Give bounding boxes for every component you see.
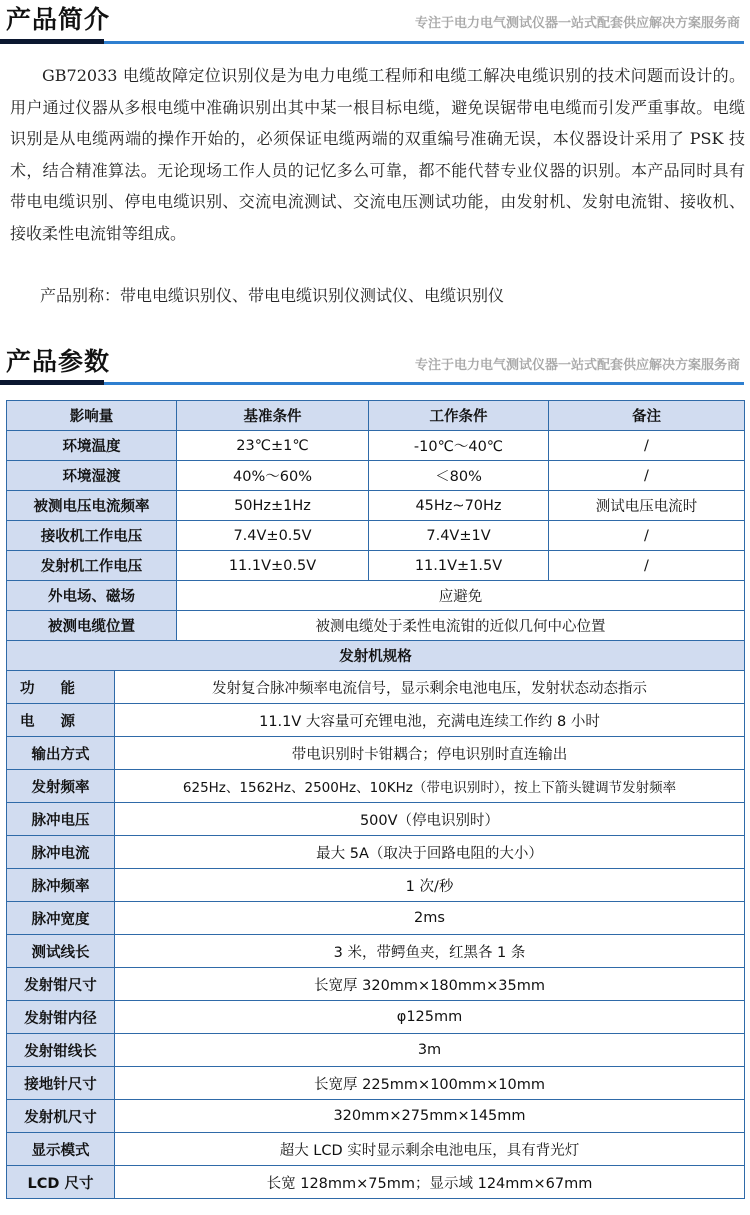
row-label: 环境温度 [7, 431, 177, 461]
row-label: 输出方式 [7, 737, 115, 770]
table-cell: 500V（停电识别时） [115, 803, 745, 836]
row-label: 脉冲电压 [7, 803, 115, 836]
row-label: 测试线长 [7, 935, 115, 968]
spec-table [6, 400, 745, 1199]
table-cell: 11.1V 大容量可充锂电池，充满电连续工作约 8 小时 [115, 704, 745, 737]
table-row [7, 611, 745, 641]
intro-section-slogan: 专注于电力电气测试仪器一站式配套供应解决方案服务商 [414, 16, 740, 31]
row-label: 发射钳尺寸 [7, 968, 115, 1001]
row-label: 外电场、磁场 [7, 581, 177, 611]
params-section-slogan: 专注于电力电气测试仪器一站式配套供应解决方案服务商 [414, 358, 740, 373]
row-label: 发射机工作电压 [7, 551, 177, 581]
table-row [7, 803, 745, 836]
table-cell: 45Hz~70Hz [369, 491, 549, 521]
intro-section-title: 产品简介 [6, 5, 111, 34]
transmitter-spec-title: 发射机规格 [7, 641, 745, 671]
row-label-text: 功能 [20, 680, 101, 697]
table-row [7, 1133, 745, 1166]
row-label: LCD 尺寸 [7, 1166, 115, 1199]
table-row [7, 737, 745, 770]
header-cell: 影响量 [7, 401, 177, 431]
header-cell: 基准条件 [177, 401, 369, 431]
row-label [7, 704, 115, 737]
table-cell: 11.1V±1.5V [369, 551, 549, 581]
table-cell: / [549, 431, 745, 461]
table-row [7, 704, 745, 737]
header-cell: 备注 [549, 401, 745, 431]
table-cell: 11.1V±0.5V [177, 551, 369, 581]
row-label [7, 671, 115, 704]
row-label: 脉冲宽度 [7, 902, 115, 935]
row-label: 显示模式 [7, 1133, 115, 1166]
row-label: 被测电缆位置 [7, 611, 177, 641]
table-cell: 320mm×275mm×145mm [115, 1100, 745, 1133]
table-cell: 3m [115, 1034, 745, 1067]
row-label: 发射频率 [7, 770, 115, 803]
transmitter-title-row [7, 641, 745, 671]
table-row [7, 581, 745, 611]
table-cell: / [549, 461, 745, 491]
table-cell: 2ms [115, 902, 745, 935]
table-row [7, 431, 745, 461]
table-cell: -10℃～40℃ [369, 431, 549, 461]
conditions-header-row [7, 401, 745, 431]
table-cell: 625Hz、1562Hz、2500Hz、10KHz（带电识别时），按上下箭头键调节发射频率 [115, 770, 745, 803]
table-cell: 带电识别时卡钳耦合；停电识别时直连输出 [115, 737, 745, 770]
product-intro [10, 60, 745, 249]
row-label: 接地针尺寸 [7, 1067, 115, 1100]
table-row [7, 1100, 745, 1133]
table-cell: 7.4V±1V [369, 521, 549, 551]
table-row [7, 935, 745, 968]
table-row [7, 1001, 745, 1034]
product-alias: 产品别称：带电电缆识别仪、带电电缆识别仪测试仪、电缆识别仪 [40, 286, 505, 305]
row-label: 脉冲频率 [7, 869, 115, 902]
params-section-header [0, 342, 750, 386]
table-cell: 7.4V±0.5V [177, 521, 369, 551]
table-row [7, 1034, 745, 1067]
table-cell: 长宽厚 225mm×100mm×10mm [115, 1067, 745, 1100]
row-label: 环境湿渡 [7, 461, 177, 491]
table-row [7, 869, 745, 902]
table-row [7, 902, 745, 935]
table-row [7, 968, 745, 1001]
row-label: 接收机工作电压 [7, 521, 177, 551]
table-cell: 被测电缆处于柔性电流钳的近似几何中心位置 [177, 611, 745, 641]
table-row [7, 671, 745, 704]
table-cell: 应避免 [177, 581, 745, 611]
table-cell: 长宽 128mm×75mm；显示域 124mm×67mm [115, 1166, 745, 1199]
table-row [7, 521, 745, 551]
table-cell: 3 米，带鳄鱼夹，红黑各 1 条 [115, 935, 745, 968]
section-divider-dark [0, 380, 104, 385]
table-cell: 测试电压电流时 [549, 491, 745, 521]
row-label: 发射机尺寸 [7, 1100, 115, 1133]
table-row [7, 551, 745, 581]
table-cell: 50Hz±1Hz [177, 491, 369, 521]
section-divider-blue [104, 41, 744, 44]
table-row [7, 770, 745, 803]
row-label: 发射钳线长 [7, 1034, 115, 1067]
table-row [7, 491, 745, 521]
params-section-title: 产品参数 [6, 347, 111, 376]
row-label: 被测电压电流频率 [7, 491, 177, 521]
table-cell: 1 次/秒 [115, 869, 745, 902]
table-cell: 40%～60% [177, 461, 369, 491]
row-label: 发射钳内径 [7, 1001, 115, 1034]
table-cell: 长宽厚 320mm×180mm×35mm [115, 968, 745, 1001]
table-cell: 超大 LCD 实时显示剩余电池电压，具有背光灯 [115, 1133, 745, 1166]
table-row [7, 836, 745, 869]
section-divider-dark [0, 39, 104, 44]
table-cell: 23℃±1℃ [177, 431, 369, 461]
row-label: 脉冲电流 [7, 836, 115, 869]
intro-paragraph: GB72033 电缆故障定位识别仪是为电力电缆工程师和电缆工解决电缆识别的技术问题而设计的。用户通过仪器从多根电缆中准确识别出其中某一根目标电缆，避免误锯带电电缆而引发严重事故。电缆识别是从电缆两端的操作开始的，必须保证电缆两端的双重编号准确无误，本仪器设计采用了 PSK 技术，结合精准算法。无论现场工作人员的记忆多么可靠，都不能代替专业仪器的识别。本产品同时具有带电电缆识别、停电电缆识别、交流电流测试、交流电压测试功能，由发射机、发射电流钳、接收机、接收柔性电流钳等组成。 [10, 66, 745, 243]
header-cell: 工作条件 [369, 401, 549, 431]
table-cell: φ125mm [115, 1001, 745, 1034]
table-cell: ＜80% [369, 461, 549, 491]
table-row [7, 1067, 745, 1100]
table-cell: 最大 5A（取决于回路电阻的大小） [115, 836, 745, 869]
table-cell: 发射复合脉冲频率电流信号，显示剩余电池电压，发射状态动态指示 [115, 671, 745, 704]
table-cell: / [549, 521, 745, 551]
row-label-text: 电源 [20, 713, 101, 730]
table-row [7, 461, 745, 491]
section-divider-blue [104, 382, 744, 385]
table-cell: / [549, 551, 745, 581]
table-row [7, 1166, 745, 1199]
intro-section-header [0, 0, 750, 44]
